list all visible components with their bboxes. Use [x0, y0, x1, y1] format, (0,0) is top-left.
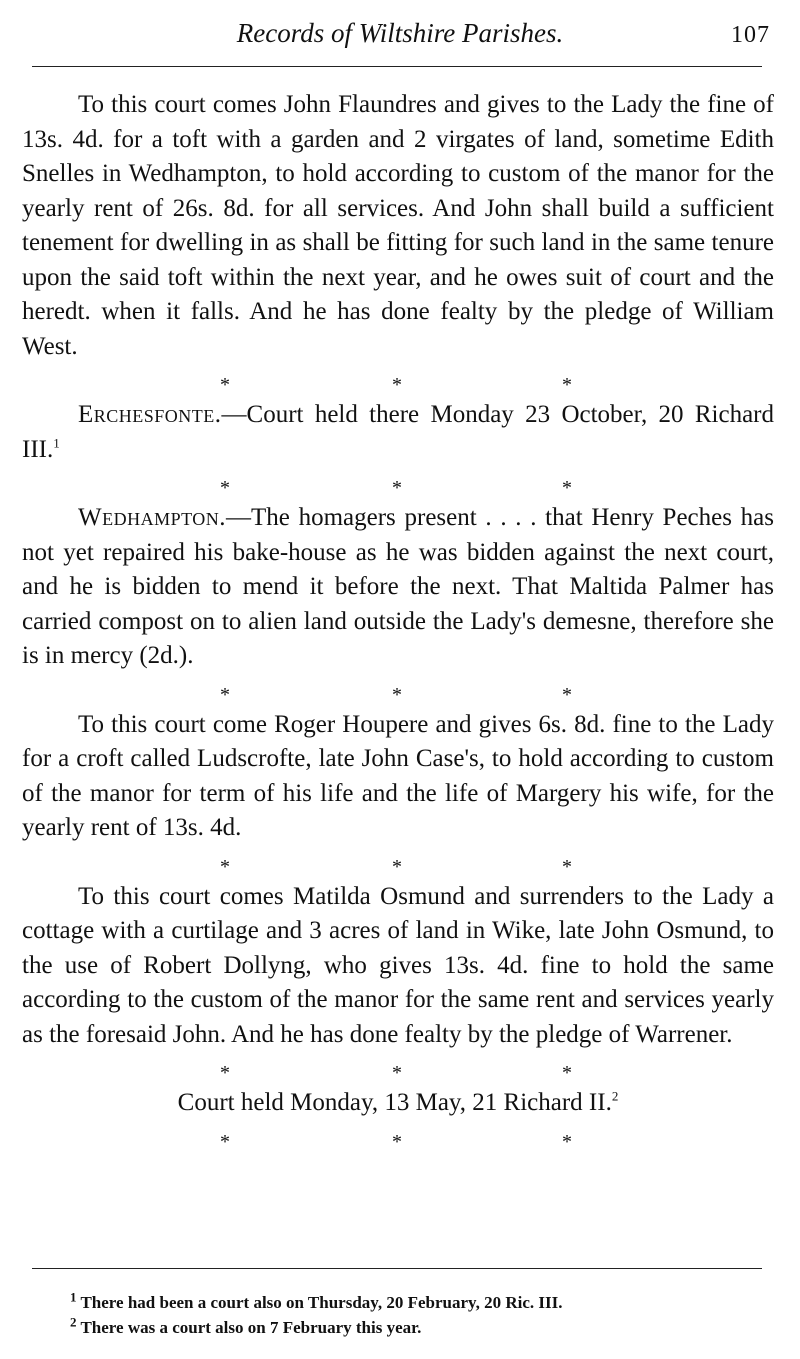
- paragraph-flaundres: To this court comes John Flaundres and gives to the Lady the fine of 13s. 4d. for a toft with a garden and 2 virgates of land, sometime Edith Snelles in Wedhampton, to hold according to custom of the manor for the yearly rent of 26s. 8d. for all services. And John shall build a sufficient tenement for dwelling in as shall be fitting for such land in the same tenure upon the said toft within the next year, and he owes suit of court and the heredt. when it falls. And he has done fealty by the pledge of William West.: [22, 91, 774, 360]
- page-header: [26, 14, 774, 54]
- paragraph-erchesfonte: [22, 398, 774, 467]
- footnotes: [70, 1290, 770, 1340]
- footnote-ref: 1: [53, 435, 60, 451]
- asterisk: *: [220, 1062, 230, 1084]
- asterisk: *: [562, 1130, 572, 1153]
- asterisk: *: [220, 477, 230, 499]
- footnote-mark: 2: [70, 1314, 77, 1330]
- footnote-1: [70, 1290, 770, 1315]
- footnote-rule: [32, 1268, 762, 1269]
- paragraph-wedhampton: [22, 501, 774, 674]
- asterisk: *: [562, 1062, 572, 1084]
- footnote-mark: 1: [70, 1289, 77, 1305]
- asterisk: *: [562, 374, 572, 396]
- paragraph-text: —Court held there Monday 23 October, 20 Richard III.: [22, 401, 774, 463]
- paragraph-court-heading: [22, 1086, 774, 1121]
- asterisk: *: [562, 855, 572, 878]
- section-break: [22, 1052, 774, 1086]
- asterisk: *: [220, 374, 230, 396]
- body-text: [22, 88, 774, 1155]
- running-title: Records of Wiltshire Parishes.: [236, 18, 564, 48]
- asterisk: *: [562, 477, 572, 499]
- footnote-2: [70, 1315, 770, 1340]
- asterisk: *: [220, 1130, 230, 1153]
- asterisk: *: [392, 1130, 402, 1153]
- paragraph-text: Court held Monday, 13 May, 21 Richard II.: [177, 1089, 612, 1116]
- paragraph-houpere: To this court come Roger Houpere and gives 6s. 8d. fine to the Lady for a croft called Ludscrofte, late John Case's, to hold according to custom of the manor for term of his life and the life of Margery his wife, for the yearly rent of 13s. 4d.: [22, 710, 774, 841]
- place-name: Erchesfonte.: [78, 401, 222, 428]
- paragraph-osmund: To this court comes Matilda Osmund and surrenders to the Lady a cottage with a curtilage and 3 acres of land in Wike, late John Osmund, to the use of Robert Dollyng, who gives 13s. 4d. fine to hold the same according to the custom of the manor for the same rent and services yearly as the foresaid John. And he has done fealty by the pledge of Warrener.: [22, 882, 774, 1048]
- page-number: 107: [731, 22, 770, 48]
- section-break: [22, 467, 774, 501]
- asterisk: *: [220, 683, 230, 706]
- asterisk: *: [562, 683, 572, 706]
- paragraph-text: —The homagers present . . . . that Henry Peches has not yet repaired his bake-house as he was bidden against the next court, and he is bidden to mend it before the next. That Maltida Palmer has carried compost on to alien land outside the Lady's demesne, therefore she is in mercy (2d.).: [22, 504, 774, 669]
- section-break: [22, 1121, 774, 1155]
- header-rule: [32, 66, 762, 67]
- asterisk: *: [392, 477, 402, 499]
- asterisk: *: [392, 1062, 402, 1084]
- asterisk: *: [392, 855, 402, 878]
- section-break: [22, 674, 774, 708]
- asterisk: *: [392, 683, 402, 706]
- section-break: [22, 846, 774, 880]
- footnote-text: There had been a court also on Thursday, 20 February, 20 Ric. III.: [80, 1293, 563, 1312]
- footnote-text: There was a court also on 7 February this year.: [80, 1318, 422, 1337]
- place-name: Wedhampton.: [78, 504, 227, 531]
- footnote-ref: 2: [611, 1088, 619, 1104]
- asterisk: *: [392, 374, 402, 396]
- section-break: [22, 364, 774, 398]
- asterisk: *: [220, 855, 230, 878]
